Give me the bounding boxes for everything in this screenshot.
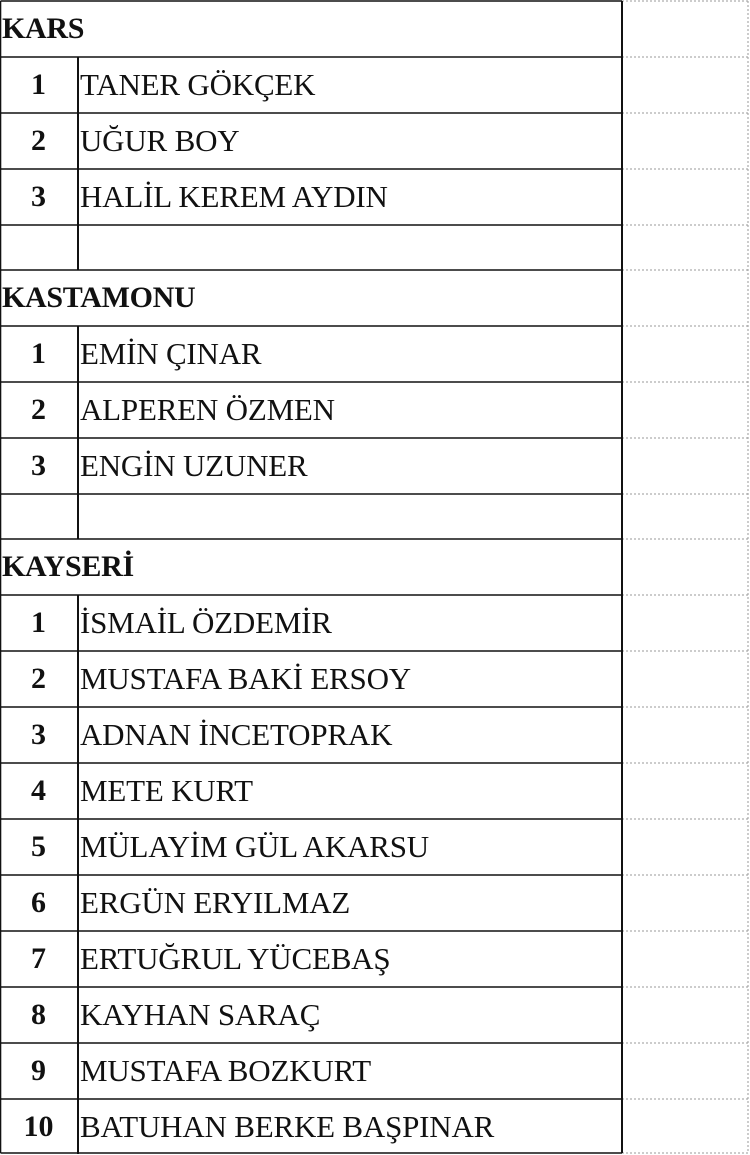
candidate-name: ERGÜN ERYILMAZ xyxy=(80,885,351,920)
candidate-row xyxy=(0,651,750,707)
candidate-name: HALİL KEREM AYDIN xyxy=(80,179,388,214)
candidate-number: 5 xyxy=(31,830,46,863)
candidate-row xyxy=(0,438,750,494)
candidate-row xyxy=(0,1099,750,1155)
candidate-row xyxy=(0,875,750,931)
candidate-name: ERTUĞRUL YÜCEBAŞ xyxy=(80,941,391,976)
candidate-number: 2 xyxy=(31,124,46,157)
candidate-number: 3 xyxy=(31,718,46,751)
candidate-row xyxy=(0,113,750,169)
candidate-row xyxy=(0,57,750,113)
province-header-row xyxy=(0,270,750,326)
candidate-name: BATUHAN BERKE BAŞPINAR xyxy=(80,1109,495,1144)
candidate-number: 3 xyxy=(31,180,46,213)
candidate-row xyxy=(0,1043,750,1099)
candidate-name: ALPEREN ÖZMEN xyxy=(80,392,335,427)
candidate-name: TANER GÖKÇEK xyxy=(80,67,316,102)
province-name: KASTAMONU xyxy=(2,281,196,314)
spacer-row xyxy=(0,225,750,270)
candidate-name: EMİN ÇINAR xyxy=(80,336,262,371)
candidate-number: 1 xyxy=(31,68,46,101)
candidate-number: 7 xyxy=(31,942,46,975)
candidate-number: 1 xyxy=(31,606,46,639)
candidate-number: 2 xyxy=(31,393,46,426)
candidate-row xyxy=(0,987,750,1043)
candidate-name: MUSTAFA BAKİ ERSOY xyxy=(80,661,411,696)
candidate-number: 8 xyxy=(31,998,46,1031)
candidate-name: İSMAİL ÖZDEMİR xyxy=(80,605,332,640)
candidate-row xyxy=(0,931,750,987)
candidate-name: ADNAN İNCETOPRAK xyxy=(80,717,393,752)
candidate-name: KAYHAN SARAÇ xyxy=(80,997,321,1032)
candidate-name: METE KURT xyxy=(80,773,253,808)
candidate-row xyxy=(0,707,750,763)
candidate-row xyxy=(0,763,750,819)
candidate-number: 1 xyxy=(31,337,46,370)
province-header-row xyxy=(0,539,750,595)
candidate-row xyxy=(0,169,750,225)
candidate-row xyxy=(0,382,750,438)
candidate-number: 10 xyxy=(23,1110,54,1143)
candidate-number: 4 xyxy=(31,774,46,807)
province-name: KARS xyxy=(2,12,85,45)
candidate-number: 6 xyxy=(31,886,46,919)
candidate-name: UĞUR BOY xyxy=(80,123,240,158)
candidate-name: MÜLAYİM GÜL AKARSU xyxy=(80,829,429,864)
candidate-name: MUSTAFA BOZKURT xyxy=(80,1053,371,1088)
spacer-row xyxy=(0,494,750,539)
candidate-number: 3 xyxy=(31,449,46,482)
candidate-row xyxy=(0,595,750,651)
candidate-name: ENGİN UZUNER xyxy=(80,448,308,483)
candidate-number: 2 xyxy=(31,662,46,695)
candidate-row xyxy=(0,326,750,382)
province-name: KAYSERİ xyxy=(2,550,134,583)
candidate-row xyxy=(0,819,750,875)
province-header-row xyxy=(0,1,750,57)
candidate-number: 9 xyxy=(31,1054,46,1087)
